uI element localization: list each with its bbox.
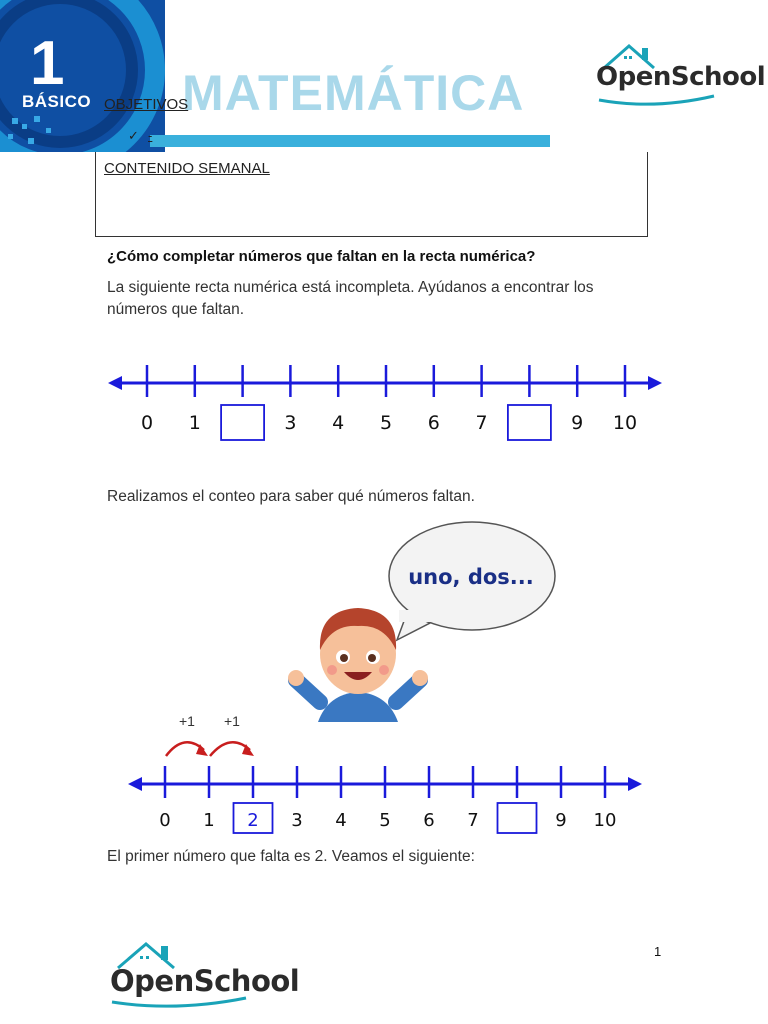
missing-number-box[interactable] — [221, 405, 264, 440]
tick-label: 5 — [379, 412, 393, 434]
tick-label: 4 — [332, 412, 345, 434]
check-icon: ✓ — [128, 128, 139, 143]
tick-label: 1 — [203, 810, 215, 831]
speech-bubble-text: uno, dos... — [408, 565, 534, 589]
tick-label: 5 — [379, 810, 391, 831]
page-number: 1 — [654, 944, 662, 959]
intro-line-1: La siguiente recta numérica está incompleta. Ayúdanos a encontrar los — [107, 279, 594, 296]
grade-badge — [0, 0, 165, 152]
subject-title: MATEMÁTICA — [182, 65, 525, 121]
step-label-1: +1 — [179, 713, 195, 729]
openschool-logo — [594, 38, 766, 108]
tick-label: 0 — [140, 412, 154, 434]
logo-text: OpenSchool — [596, 62, 766, 92]
counting-text: Realizamos el conteo para saber qué números faltan. — [107, 488, 475, 505]
title-underline-bar — [150, 135, 550, 147]
objectives-label: OBJETIVOS — [104, 96, 189, 113]
boy-illustration — [288, 602, 428, 724]
tick-label: 6 — [427, 412, 440, 434]
intro-line-2: números que faltan. — [107, 301, 245, 318]
tick-label: 3 — [284, 412, 297, 434]
grade-label: BÁSICO — [22, 92, 92, 111]
tick-label: 9 — [555, 810, 567, 831]
arrow-left-icon — [108, 376, 122, 390]
lesson-question: ¿Cómo completar números que faltan en la recta numérica? — [107, 248, 536, 265]
tick-label: 7 — [475, 412, 488, 434]
conclusion-text: El primer número que falta es 2. Veamos el siguiente: — [107, 848, 475, 865]
number-line-2 — [120, 755, 650, 837]
missing-number-box[interactable] — [508, 405, 551, 440]
arrow-right-icon — [628, 777, 642, 791]
tick-label: 0 — [159, 810, 171, 831]
grade-number: 1 — [30, 29, 65, 98]
arrow-right-icon — [648, 376, 662, 390]
tick-label: 9 — [571, 412, 584, 434]
tick-label: 6 — [423, 810, 435, 831]
number-line-1 — [100, 355, 670, 450]
grade-badge-graphic — [0, 0, 165, 152]
tick-label: 10 — [593, 810, 617, 831]
missing-number-box[interactable] — [498, 803, 537, 833]
weekly-content-label: CONTENIDO SEMANAL — [104, 160, 270, 177]
tick-label: 1 — [188, 412, 201, 434]
footer-logo-text: OpenSchool — [110, 964, 300, 998]
objective-item: - — [148, 128, 153, 143]
tick-label: 10 — [612, 412, 638, 434]
tick-label: 7 — [467, 810, 479, 831]
step-label-2: +1 — [224, 713, 240, 729]
arrow-left-icon — [128, 777, 142, 791]
footer-openschool-logo — [106, 936, 300, 1011]
tick-label: 3 — [291, 810, 303, 831]
tick-label: 2 — [247, 810, 259, 831]
tick-label: 4 — [335, 810, 347, 831]
